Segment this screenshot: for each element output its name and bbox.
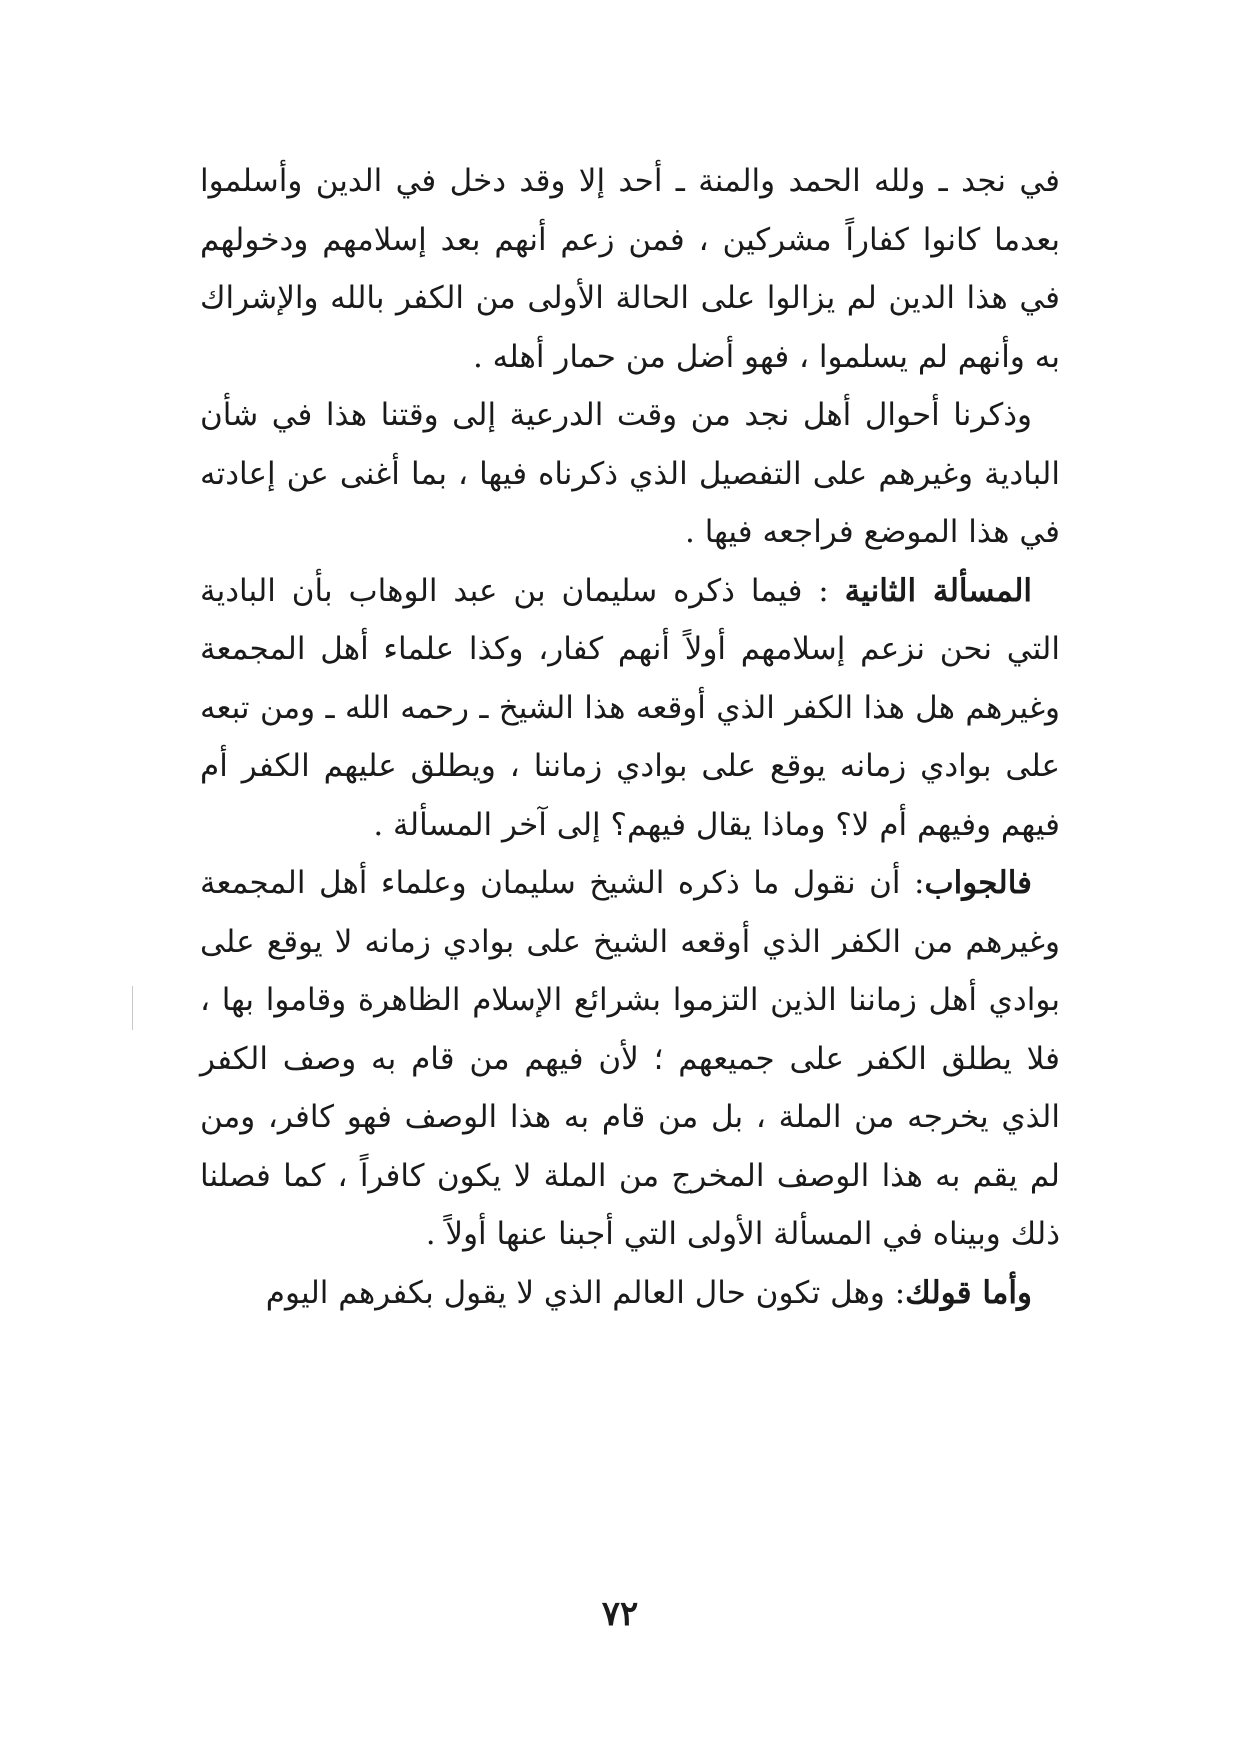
paragraph-4-text: : أن نقول ما ذكره الشيخ سليمان وعلماء أهل المجمعة وغيرهم من الكفر الذي أوقعه الشيخ على بوادي زمانه لا يوقع على بوادي أهل زماننا الذين التزموا بشرائع الإسلام الظاهرة وقاموا بها ، فلا يطلق الكفر على جميعهم ؛ لأن فيهم من قام به وصف الكفر الذي يخرجه من الملة ، بل من قام به هذا الوصف فهو كافر، ومن لم يقم به هذا الوصف المخرج من الملة لا يكون كافراً ، كما فصلنا ذلك وبيناه في المسألة الأولى التي أجبنا عنها أولاً . xyxy=(200,865,1060,1252)
paragraph-3-heading: المسألة الثانية xyxy=(844,572,1033,609)
scan-edge-mark xyxy=(132,986,133,1030)
paragraph-5-heading: وأما قولك xyxy=(905,1274,1032,1311)
paragraph-1-text: في نجد ـ ولله الحمد والمنة ـ أحد إلا وقد دخل في الدين وأسلموا بعدما كانوا كفاراً مشركين ، فمن زعم أنهم بعد إسلامهم ودخولهم في هذا الدين لم يزالوا على الحالة الأولى من الكفر بالله والإشراك به وأنهم لم يسلموا ، فهو أضل من حمار أهله . xyxy=(200,163,1060,375)
paragraph-1 xyxy=(200,152,1060,386)
page-number: ٧٢ xyxy=(601,1594,639,1634)
paragraph-2-text: وذكرنا أحوال أهل نجد من وقت الدرعية إلى وقتنا هذا في شأن البادية وغيرهم على التفصيل الذي ذكرناه فيها ، بما أغنى عن إعادته في هذا الموضع فراجعه فيها . xyxy=(200,397,1060,550)
paragraph-3 xyxy=(200,562,1060,855)
paragraph-4 xyxy=(200,854,1060,1264)
paragraph-4-heading: فالجواب xyxy=(924,865,1032,901)
paragraph-5 xyxy=(200,1264,1060,1323)
paragraph-2 xyxy=(200,386,1060,562)
paragraph-3-text: : فيما ذكره سليمان بن عبد الوهاب بأن البادية التي نحن نزعم إسلامهم أولاً أنهم كفار، وكذا علماء أهل المجمعة وغيرهم هل هذا الكفر الذي أوقعه هذا الشيخ ـ رحمه الله ـ ومن تبعه على بوادي زمانه يوقع على بوادي زماننا ، ويطلق عليهم الكفر أم فيهم وفيهم أم لا؟ وماذا يقال فيهم؟ إلى آخر المسألة . xyxy=(200,572,1060,843)
paragraph-5-text: : وهل تكون حال العالم الذي لا يقول بكفرهم اليوم xyxy=(265,1274,906,1311)
body-text xyxy=(200,152,1060,1322)
